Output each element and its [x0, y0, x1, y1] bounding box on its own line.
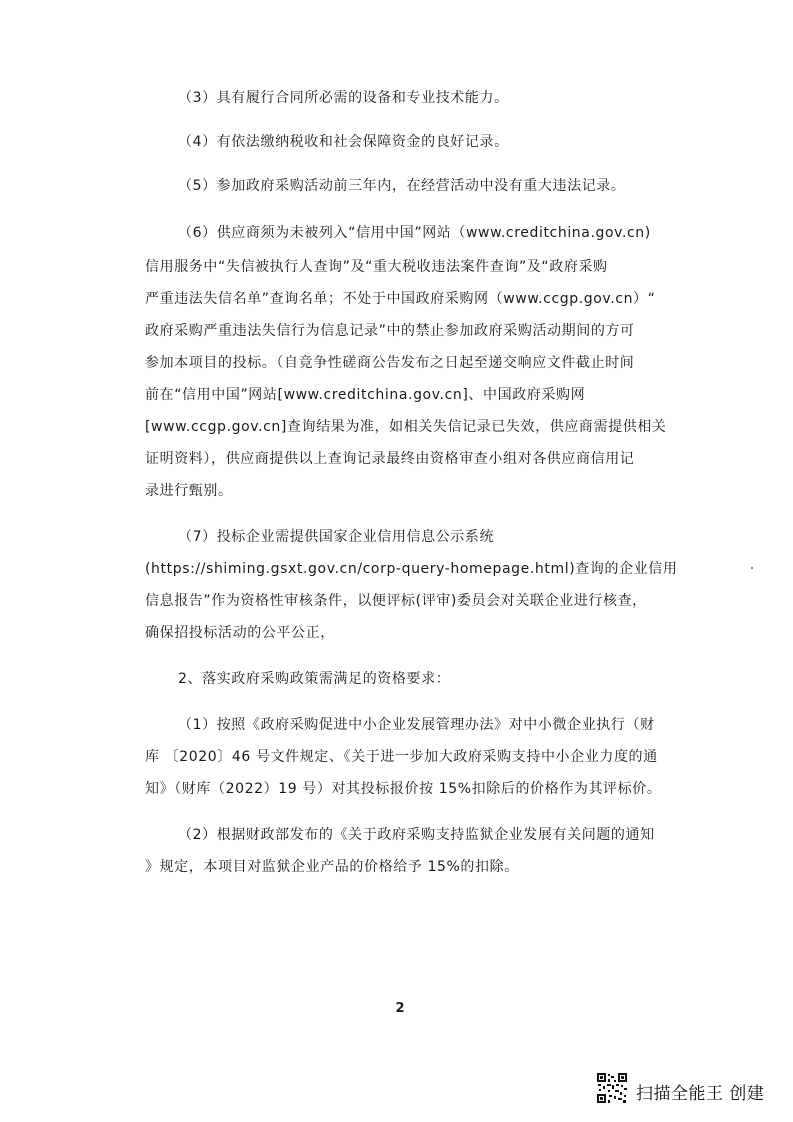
- scan-speck: [751, 567, 753, 569]
- doc-line-22: 》规定，本项目对监狱企业产品的价格给予 15%的扣除。: [145, 859, 519, 875]
- doc-line-11: 证明资料），供应商提供以上查询记录最终由资格审查小组对各供应商信用记: [145, 451, 635, 467]
- doc-line-2: （4）有依法缴纳税收和社会保障资金的良好记录。: [178, 134, 509, 150]
- doc-line-8: 参加本项目的投标。（自竞争性磋商公告发布之日起至递交响应文件截止时间: [145, 355, 635, 371]
- doc-line-20: 知》（财库（2022）19 号）对其投标报价按 15%扣除后的价格作为其评标价。: [145, 781, 662, 797]
- doc-line-14: (https://shiming.gsxt.gov.cn/corp-query-homepage.html)查询的企业信用: [145, 561, 678, 577]
- doc-line-16: 确保招投标活动的公平公正，: [145, 625, 335, 641]
- section-heading: 2、落实政府采购政策需满足的资格要求：: [178, 671, 451, 687]
- watermark-text: 扫描全能王 创建: [636, 1084, 765, 1104]
- doc-line-12: 录进行甄别。: [145, 483, 233, 499]
- doc-line-19: 库 〔2020〕46 号文件规定、《关于进一步加大政府采购支持中小企业力度的通: [145, 749, 658, 765]
- qr-code-icon: [596, 1072, 628, 1104]
- doc-line-1: （3）具有履行合同所必需的设备和专业技术能力。: [178, 90, 509, 106]
- doc-line-18: （1）按照《政府采购促进中小企业发展管理办法》对中小微企业执行（财: [178, 717, 655, 733]
- doc-line-3: （5）参加政府采购活动前三年内，在经营活动中没有重大违法记录。: [178, 178, 626, 194]
- doc-line-7: 政府采购严重违法失信行为信息记录”中的禁止参加政府采购活动期间的方可: [145, 323, 635, 339]
- doc-line-15: 信息报告”作为资格性审核条件，以便评标(评审)委员会对关联企业进行核查，: [145, 593, 647, 609]
- doc-line-13: （7）投标企业需提供国家企业信用信息公示系统: [178, 529, 495, 545]
- doc-line-5: 信用服务中“失信被执行人查询”及“重大税收违法案件查询”及“政府采购: [145, 259, 608, 275]
- doc-line-4: （6）供应商须为未被列入“信用中国”网站（www.creditchina.gov.cn): [178, 225, 651, 241]
- doc-line-10: [www.ccgp.gov.cn]查询结果为准，如相关失信记录已失效，供应商需提供相关: [145, 419, 667, 435]
- doc-line-9: 前在“信用中国”网站[www.creditchina.gov.cn]、中国政府采购网: [145, 387, 586, 403]
- doc-line-21: （2）根据财政部发布的《关于政府采购支持监狱企业发展有关问题的通知: [178, 827, 655, 843]
- page-number: 2: [395, 1001, 405, 1016]
- scanner-watermark: [596, 1070, 776, 1110]
- doc-line-6: 严重违法失信名单”查询名单；不处于中国政府采购网（www.ccgp.gov.cn）“: [145, 291, 656, 307]
